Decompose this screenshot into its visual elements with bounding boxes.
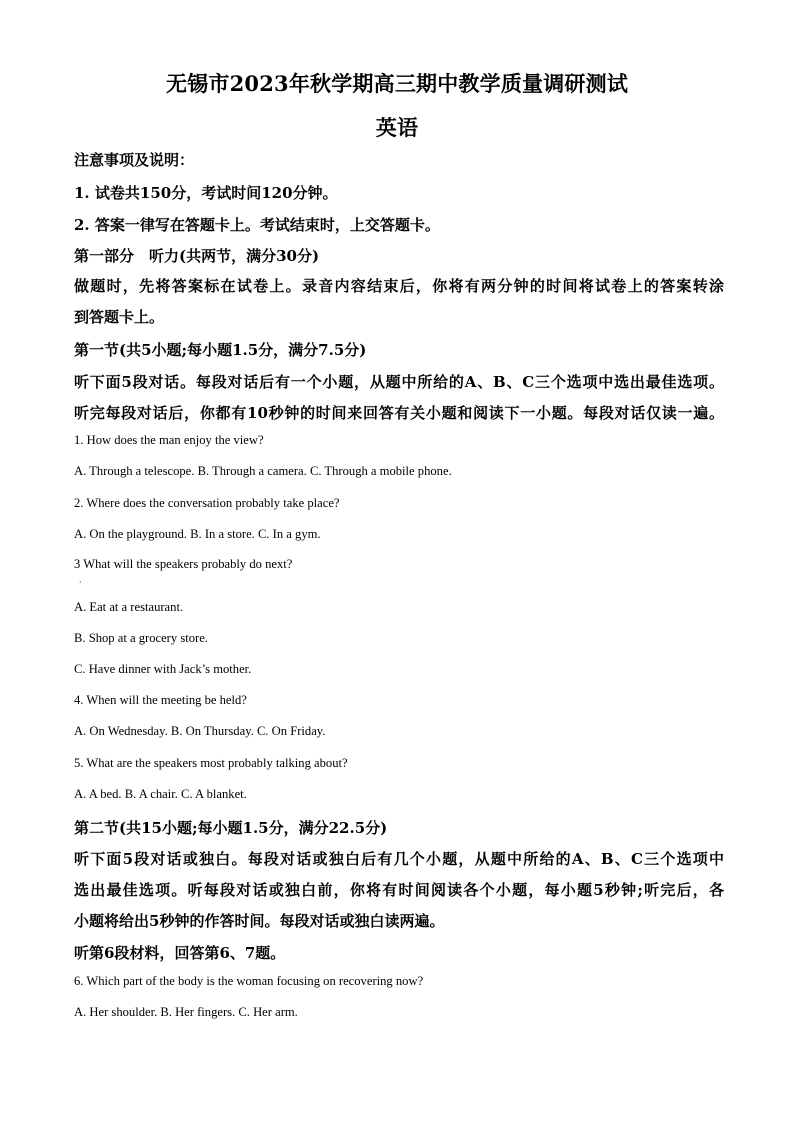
material-6-heading: 听第6段材料，回答第6、7题。: [74, 944, 286, 962]
part1-intro-line-1: 做题时，先将答案标在试卷上。录音内容结束后，你将有两分钟的时间将试卷上的答案转涂: [74, 277, 724, 295]
question-4-options: A. On Wednesday. B. On Thursday. C. On Friday.: [74, 724, 326, 738]
stray-dot-mark: ·: [79, 578, 82, 587]
question-1: 1. How does the man enjoy the view?: [74, 433, 264, 447]
instruction-item-2: 2. 答案一律写在答题卡上。考试结束时，上交答题卡。: [74, 216, 440, 234]
question-2: 2. Where does the conversation probably take place?: [74, 496, 340, 510]
section1-intro-line-2: 听完每段对话后，你都有10秒钟的时间来回答有关小题和阅读下一小题。每段对话仅读一遍。: [74, 404, 724, 422]
question-3-option-b: B. Shop at a grocery store.: [74, 631, 208, 645]
section2-intro-line-3: 小题将给出5秒钟的作答时间。每段对话或独白读两遍。: [74, 912, 445, 930]
question-4: 4. When will the meeting be held?: [74, 693, 247, 707]
subject-title: 英语: [375, 115, 419, 140]
section2-intro-line-1: 听下面5段对话或独白。每段对话或独白后有几个小题，从题中所给的A、B、C三个选项中: [74, 850, 724, 868]
part1-intro-line-2: 到答题卡上。: [74, 308, 165, 326]
instructions-heading: 注意事项及说明：: [74, 151, 195, 169]
question-3-option-a: A. Eat at a restaurant.: [74, 600, 184, 614]
section1-intro-line-1: 听下面5段对话。每段对话后有一个小题，从题中所给的A、B、C三个选项中选出最佳选项。: [74, 373, 724, 391]
question-3: 3 What will the speakers probably do next?: [74, 557, 293, 571]
part1-heading: 第一部分 听力(共两节，满分30分): [74, 247, 320, 265]
question-6: 6. Which part of the body is the woman focusing on recovering now?: [74, 974, 424, 988]
section2-heading: 第二节(共15小题;每小题1.5分，满分22.5分): [74, 819, 388, 837]
section1-heading: 第一节(共5小题;每小题1.5分，满分7.5分): [74, 341, 367, 359]
question-6-options: A. Her shoulder. B. Her fingers. C. Her arm.: [74, 1005, 298, 1019]
question-1-options: A. Through a telescope. B. Through a camera. C. Through a mobile phone.: [74, 464, 452, 478]
instruction-item-1: 1. 试卷共150分，考试时间120分钟。: [74, 184, 338, 202]
question-5: 5. What are the speakers most probably talking about?: [74, 756, 348, 770]
section2-intro-line-2: 选出最佳选项。听每段对话或独白前，你将有时间阅读各个小题，每小题5秒钟;听完后，各: [74, 881, 724, 899]
question-2-options: A. On the playground. B. In a store. C. In a gym.: [74, 527, 321, 541]
question-3-option-c: C. Have dinner with Jack’s mother.: [74, 662, 252, 676]
exam-title: 无锡市2023年秋学期高三期中教学质量调研测试: [165, 71, 629, 96]
question-5-options: A. A bed. B. A chair. C. A blanket.: [74, 787, 247, 801]
